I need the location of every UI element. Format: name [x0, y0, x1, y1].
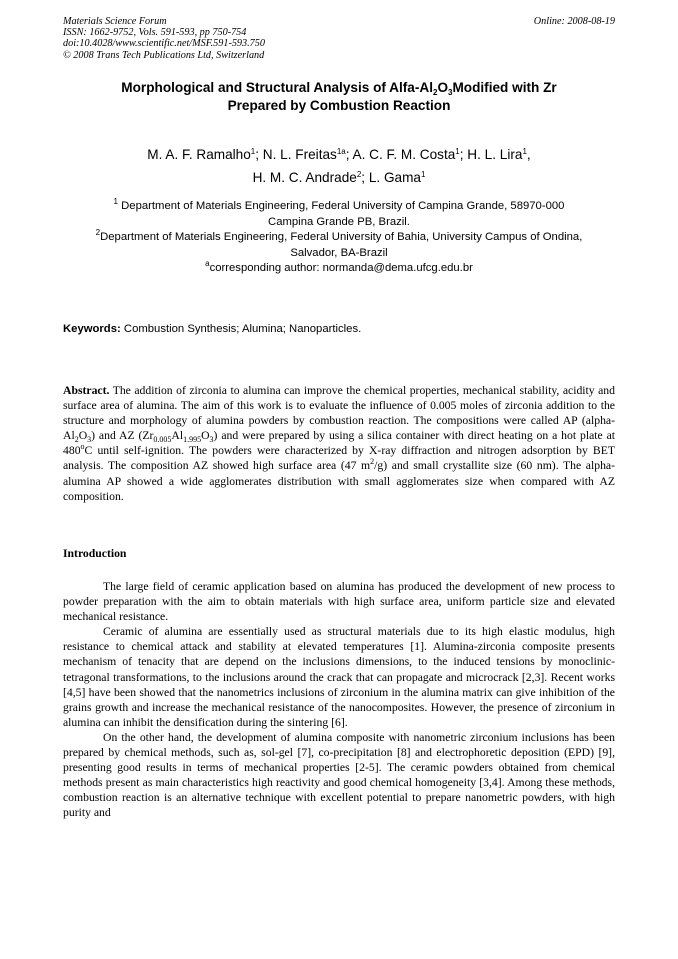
copyright-line: © 2008 Trans Tech Publications Ltd, Switzerland	[63, 49, 265, 61]
affiliation-1-cont: Campina Grande PB, Brazil.	[268, 215, 410, 228]
title-line-1: Morphological and Structural Analysis of Alfa-$Al_2O_3Modified$ with Zr	[121, 80, 557, 97]
section-heading-introduction: Introduction	[63, 547, 127, 560]
abstract: Abstract. The addition of zirconia to alumina can improve the chemical properties, mechanical stability, acidity and surface area of alumina. The aim of this work is to evaluate the influence of 0.005 moles of zirconia addition to the structure and morphology of alumina powders by combustion reaction. The compositions were called AP $(alpha-Al_2O_3)$ and AZ $(Zr_{0.005}Al_{1.995}O_3)$ and were prepared by using a silica container with direct heating on a hot plate at 480$^o$C until self-ignition. The powders were characterized by X-ray diffraction and nitrogen adsorption by BET analysis. The composition AZ showed high surface area (47 $m^2/g$) and small crystallite size (60 nm). The alpha-alumina AP showed a wide agglomerates distribution with small agglomerates size when compared with AZ composition.	[63, 384, 616, 503]
journal-header	[63, 16, 265, 61]
introduction-body	[63, 579, 615, 821]
keywords-label: Keywords:	[63, 323, 121, 335]
paragraph: Ceramic of alumina are essentially used as structural materials due to its high elastic modulus, high resistance to chemical attack and stability at elevated temperatures [1]. Alumina-zirconia composite presents mechanism of tenacity that are depend on the inclusions dimensions, to the induced tensions by monoclinic-tetragonal transformations, to the inclusions around the crack that can propagate and microcrack [2,3]. Recent works [4,5] have been showed that the nanometrics inclusions of zirconium in the alumina matrix can give inhibition of the grains growth and increase the mechanical resistance of the nanocomposites. However, the presence of zirconium in alumina can inhibit the densification during the sintering [6].	[63, 625, 615, 729]
author-list	[63, 143, 615, 189]
affiliations	[63, 199, 615, 277]
issn-line: ISSN: 1662-9752, Vols. 591-593, pp 750-754	[63, 27, 247, 39]
author-line-2: H. M. C. Andrade$^2$; L. Gama$^1$	[252, 170, 426, 185]
journal-name: Materials Science Forum	[63, 16, 167, 27]
affiliation-2-cont: Salvador, BA-Brazil	[290, 246, 388, 259]
keywords-text: Combustion Synthesis; Alumina; Nanoparticles.	[120, 323, 362, 335]
corresponding-author: $^a$corresponding author: normanda@dema.ufcg.edu.br	[205, 259, 473, 275]
paragraph: The large field of ceramic application based on alumina has produced the development of new process to powder preparation with the aim to obtain materials with high surface area, uniform particle size and elevated mechanical resistance.	[63, 580, 615, 624]
keywords	[63, 322, 615, 336]
abstract-label: Abstract.	[63, 384, 110, 397]
affiliation-1: $^1$ Department of Materials Engineering, Federal University of Campina Grande, 58970-000	[113, 197, 565, 212]
paragraph: On the other hand, the development of alumina composite with nanometric zirconium inclusions has been prepared by chemical methods, such as, sol-gel [7], co-precipitation [8] and electrophoretic deposition (EPD) [9], presenting good results in terms of mechanical properties [2-5]. The ceramic powders obtained from chemical methods present as main characteristics high reactivity and good chemical homogeneity [3,4]. Among these methods, combustion reaction is an alternative technique with excellent potential to prepare nanometric powders, with high purity and	[63, 730, 615, 820]
online-date: Online: 2008-08-19	[533, 16, 615, 27]
affiliation-2: $^2$Department of Materials Engineering, Federal University of Bahia, University Campus of Ondina,	[95, 228, 583, 244]
doi-line: doi:10.4028/www.scientific.net/MSF.591-593.750	[63, 38, 265, 50]
paper-title	[63, 79, 615, 115]
author-line-1: M. A. F. Ramalho$^1$; N. L. Freitas$^{1a}$; A. C. F. M. Costa$^1$; H. L. Lira$^1$,	[147, 147, 531, 162]
title-line-2: Prepared by Combustion Reaction	[227, 98, 451, 113]
